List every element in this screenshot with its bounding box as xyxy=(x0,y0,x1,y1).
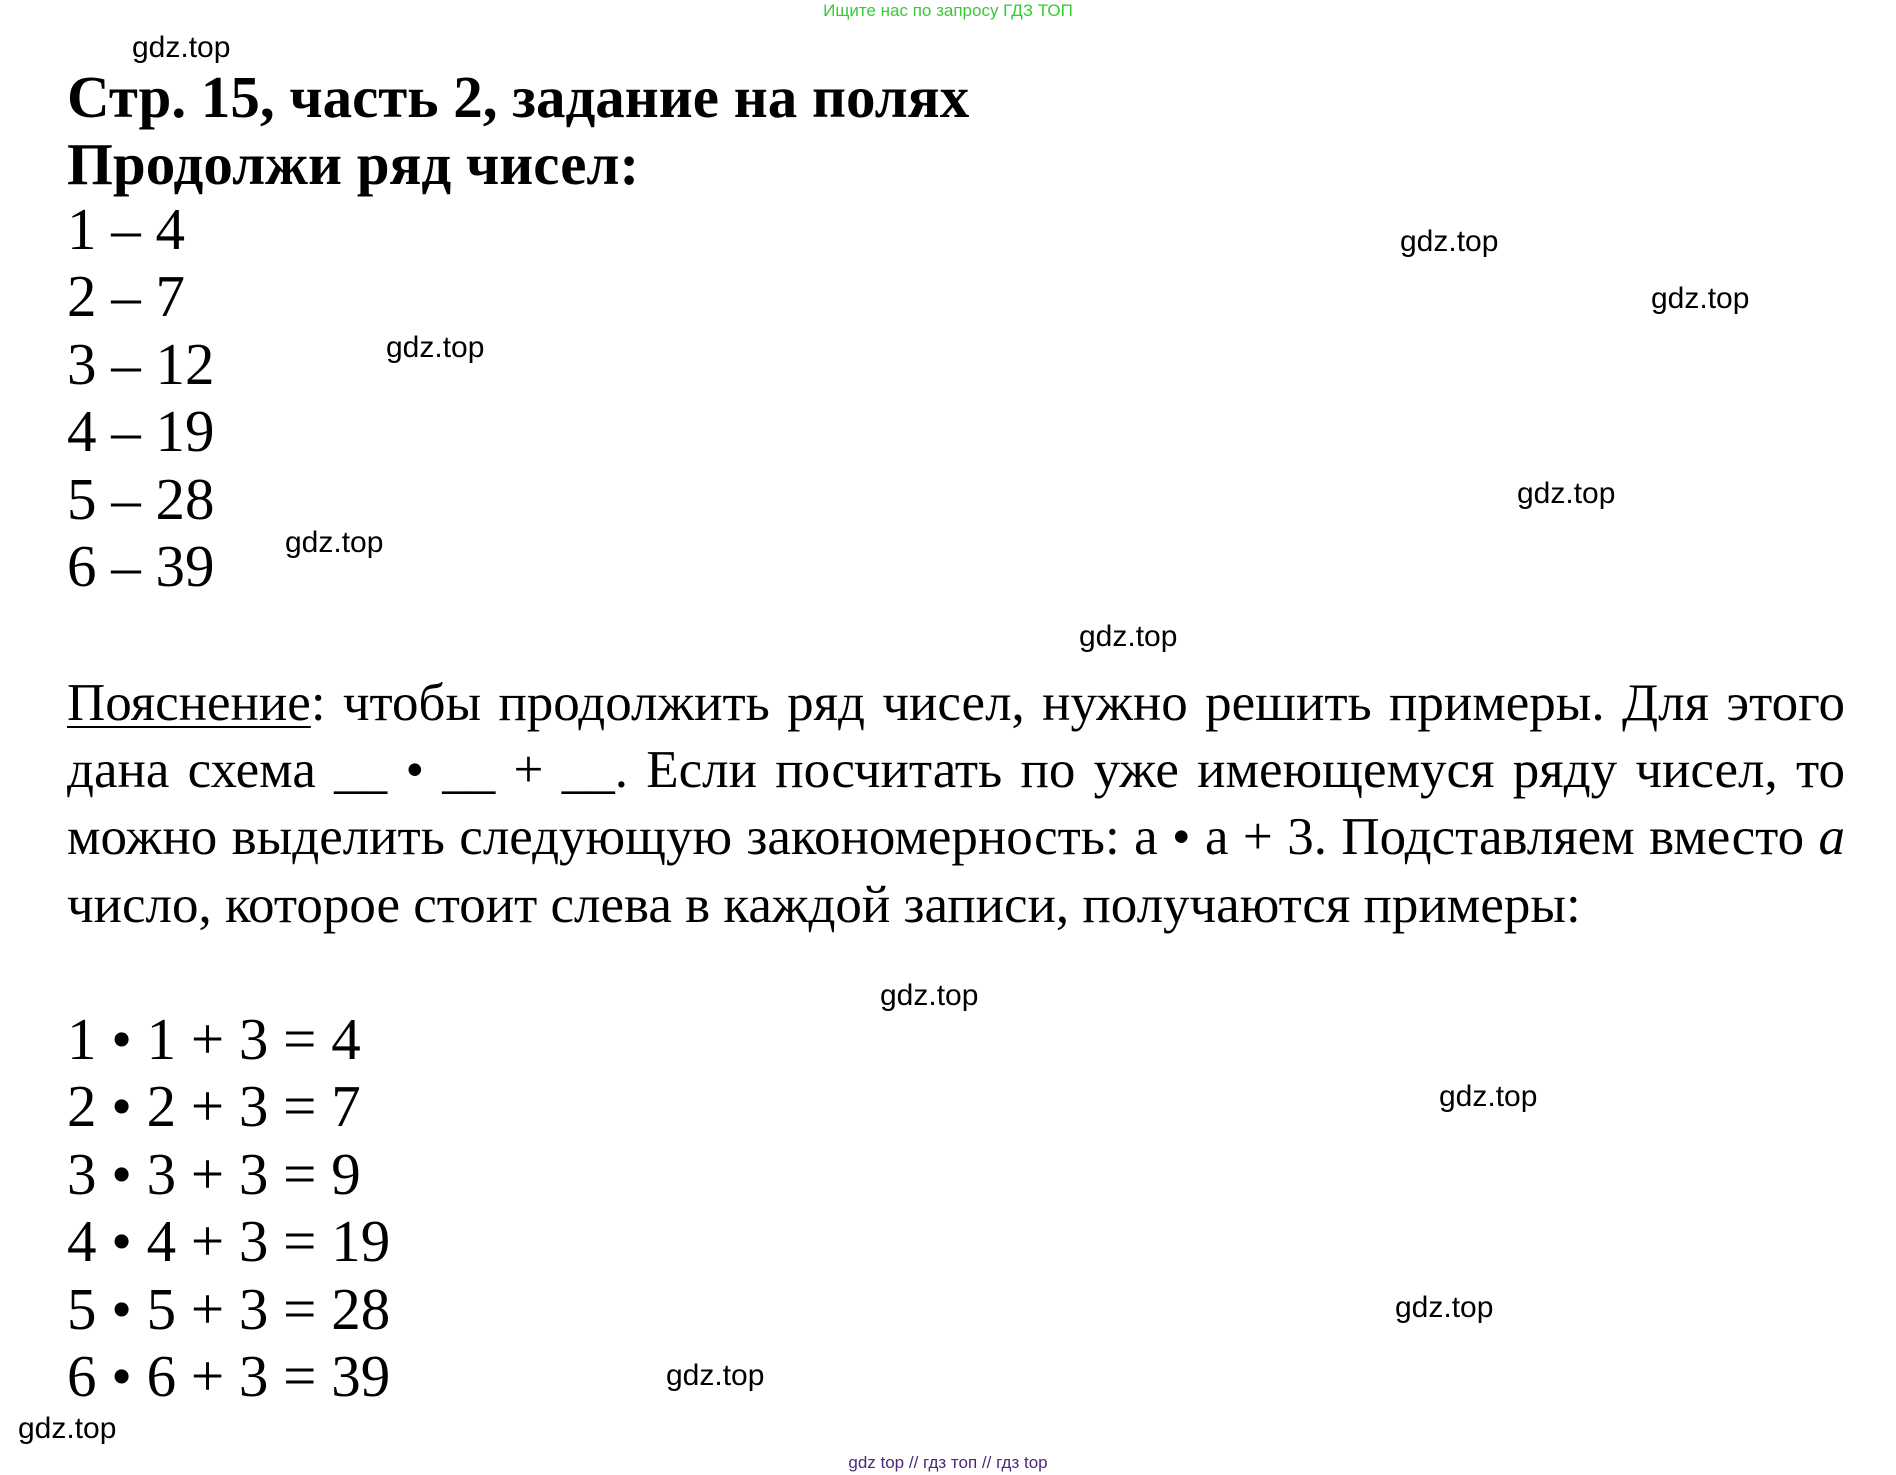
explanation-text: : чтобы продолжить ряд чисел, нужно решить примеры. Для этого дана схема __ • __ + __. Если посчитать по уже имеющемуся ряду чисел, то можно выделить следующую закономерность: а • а + 3. Подставляем вместо xyxy=(67,674,1845,867)
watermark: gdz.top xyxy=(386,331,485,364)
explanation-label: Пояснение xyxy=(67,674,311,732)
watermark: gdz.top xyxy=(285,526,384,559)
series-item: 4 – 19 xyxy=(67,398,215,465)
explanation-paragraph xyxy=(67,670,1845,939)
footer-separator: // xyxy=(908,1453,919,1472)
series-item: 1 – 4 xyxy=(67,196,185,262)
footer-separator: // xyxy=(981,1453,992,1472)
watermark: gdz.top xyxy=(1079,620,1178,653)
variable-a: а xyxy=(1818,808,1845,867)
example-item: 6 • 6 + 3 = 39 xyxy=(67,1343,391,1410)
footer-links xyxy=(0,1452,1896,1474)
series-item: 2 – 7 xyxy=(67,263,185,330)
watermark: gdz.top xyxy=(880,979,979,1012)
number-series xyxy=(67,196,215,600)
watermark: gdz.top xyxy=(132,31,231,64)
explanation-text-end: число, которое стоит слева в каждой записи, получаются примеры: xyxy=(67,875,1581,934)
watermark: gdz.top xyxy=(666,1359,765,1392)
page-title: Стр. 15, часть 2, задание на полях xyxy=(67,64,970,130)
worked-examples xyxy=(67,1006,390,1410)
watermark: gdz.top xyxy=(1517,477,1616,510)
top-banner[interactable]: Ищите нас по запросу ГДЗ ТОП xyxy=(823,1,1073,20)
watermark: gdz.top xyxy=(1651,282,1750,315)
footer-link-gdz-top-ru[interactable]: гдз топ xyxy=(923,1453,978,1472)
example-item: 5 • 5 + 3 = 28 xyxy=(67,1275,391,1342)
series-item: 3 – 12 xyxy=(67,330,215,397)
watermark: gdz.top xyxy=(1400,225,1499,258)
footer-link-gdz-top[interactable]: gdz top xyxy=(848,1453,905,1472)
example-item: 3 • 3 + 3 = 9 xyxy=(67,1140,361,1207)
watermark: gdz.top xyxy=(18,1412,117,1445)
example-item: 2 • 2 + 3 = 7 xyxy=(67,1073,361,1140)
example-item: 1 • 1 + 3 = 4 xyxy=(67,1006,361,1072)
series-item: 6 – 39 xyxy=(67,533,215,600)
series-item: 5 – 28 xyxy=(67,465,215,532)
task-heading: Продолжи ряд чисел: xyxy=(67,131,640,197)
footer-link-gdz-top-mixed[interactable]: гдз top xyxy=(996,1453,1048,1472)
example-item: 4 • 4 + 3 = 19 xyxy=(67,1208,391,1275)
watermark: gdz.top xyxy=(1395,1291,1494,1324)
watermark: gdz.top xyxy=(1439,1080,1538,1113)
